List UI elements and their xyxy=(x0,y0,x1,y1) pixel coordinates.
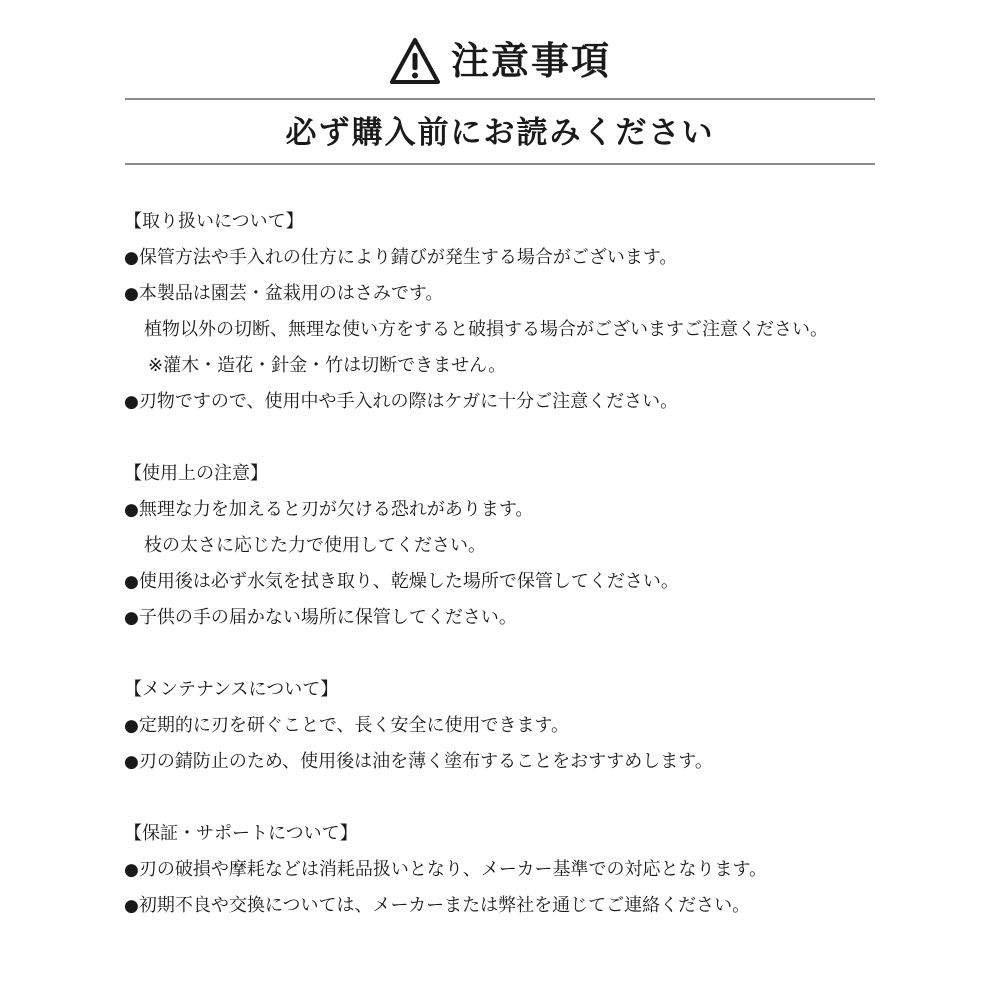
notice-text: 保管方法や手入れの仕方により錆びが発生する場合がございます。 xyxy=(138,247,678,268)
notice-text: 初期不良や交換については、メーカーまたは弊社を通じてご連絡ください。 xyxy=(138,895,751,916)
notice-line xyxy=(124,744,944,780)
bullet-icon: ● xyxy=(124,500,139,520)
notice-line xyxy=(124,492,944,528)
notice-line xyxy=(124,384,944,420)
bullet-icon: ● xyxy=(124,860,139,880)
bullet-icon: ● xyxy=(124,284,139,304)
bullet-icon: ● xyxy=(124,608,139,628)
notice-line xyxy=(124,564,944,600)
notice-line xyxy=(124,348,944,384)
notice-text: 定期的に刃を研ぐことで、長く安全に使用できます。 xyxy=(138,715,570,736)
notice-text: 枝の太さに応じた力で使用してください。 xyxy=(144,535,486,556)
notice-text: 本製品は園芸・盆栽用のはさみです。 xyxy=(138,283,444,304)
section-heading: 【メンテナンスについて】 xyxy=(124,679,339,700)
page-title: 注意事項 xyxy=(450,39,611,83)
notice-line xyxy=(124,852,944,888)
section-heading: 【保証・サポートについて】 xyxy=(124,823,358,844)
section-warranty xyxy=(124,816,944,924)
bullet-icon: ● xyxy=(124,572,139,592)
bullet-icon: ● xyxy=(124,248,139,268)
section-heading: 【取り扱いについて】 xyxy=(124,211,304,232)
notice-line xyxy=(124,600,944,636)
section-maintenance xyxy=(124,672,944,780)
divider-bottom xyxy=(125,163,875,165)
notice-line xyxy=(124,528,944,564)
notice-text: 使用後は必ず水気を拭き取り、乾燥した場所で保管してください。 xyxy=(138,571,679,592)
title-block xyxy=(0,36,1000,86)
warning-icon xyxy=(389,37,441,85)
notice-text: 刃の錆防止のため、使用後は油を薄く塗布することをおすすめします。 xyxy=(138,751,713,772)
notice-line xyxy=(124,240,944,276)
bullet-icon: ● xyxy=(124,752,139,772)
section-usage xyxy=(124,456,944,636)
notice-line xyxy=(124,276,944,312)
bullet-icon: ● xyxy=(124,716,139,736)
notice-content xyxy=(124,204,944,960)
section-heading: 【使用上の注意】 xyxy=(124,463,268,484)
page-subtitle: 必ず購入前にお読みください xyxy=(285,115,715,151)
notice-line xyxy=(124,708,944,744)
divider-top xyxy=(125,98,875,100)
notice-text: 刃物ですので、使用中や手入れの際はケガに十分ご注意ください。 xyxy=(138,391,679,412)
notice-text: 植物以外の切断、無理な使い方をすると破損する場合がございますご注意ください。 xyxy=(144,319,828,340)
section-handling xyxy=(124,204,944,420)
notice-line xyxy=(124,888,944,924)
notice-text: 無理な力を加えると刃が欠ける恐れがあります。 xyxy=(138,499,534,520)
bullet-icon: ● xyxy=(124,392,139,412)
bullet-icon: ● xyxy=(124,896,139,916)
notice-text: 刃の破損や摩耗などは消耗品扱いとなり、メーカー基準での対応となります。 xyxy=(138,859,768,880)
notice-text: 子供の手の届かない場所に保管してください。 xyxy=(138,607,517,628)
notice-line xyxy=(124,312,944,348)
notice-text: ※灌木・造花・針金・竹は切断できません。 xyxy=(148,355,507,376)
